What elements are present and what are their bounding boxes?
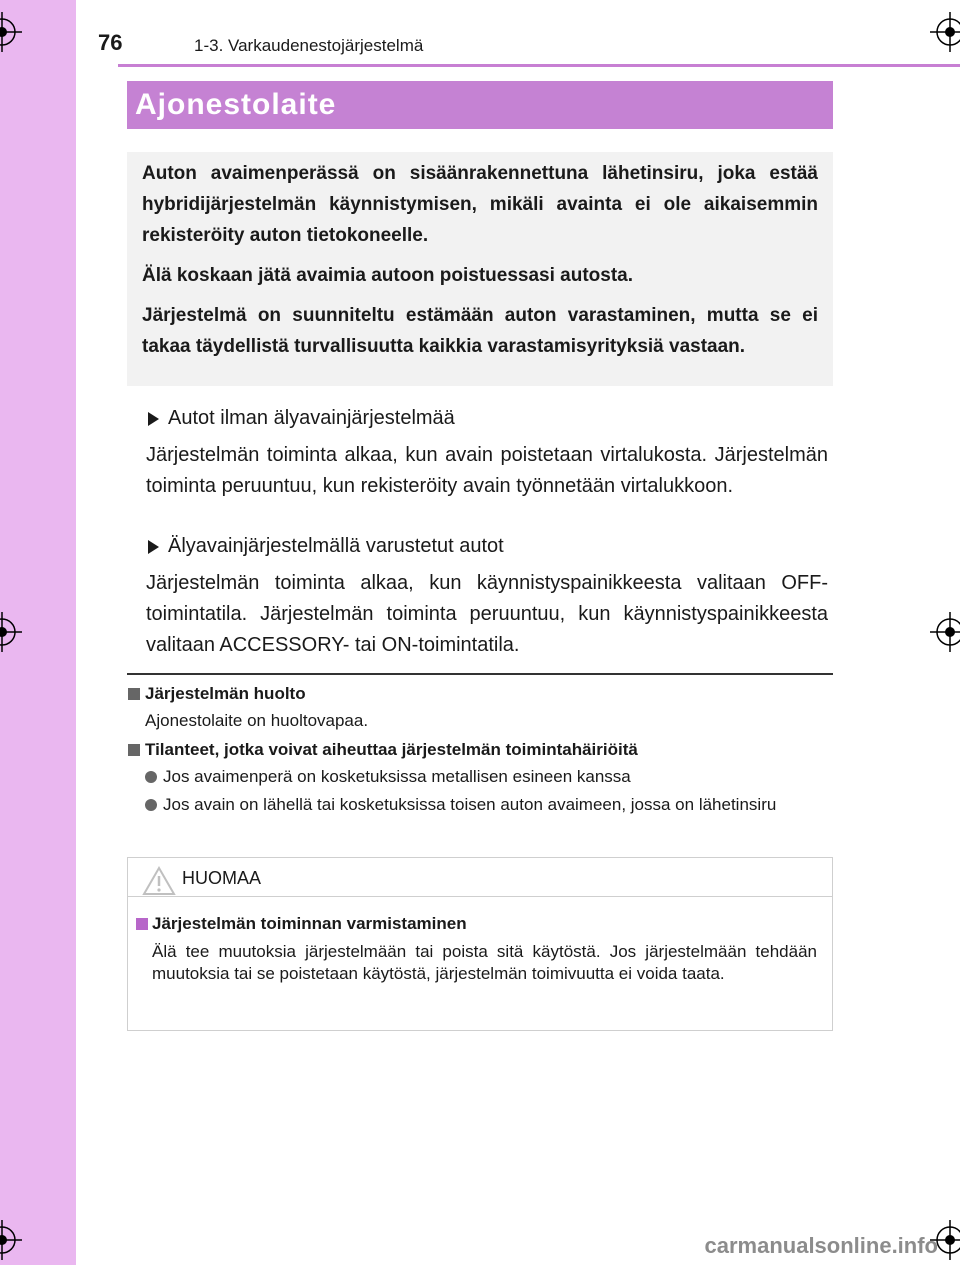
caution-heading <box>136 913 817 935</box>
caution-box <box>127 857 833 1031</box>
subsection-text: Järjestelmän toiminta alkaa, kun käynnistyspainikkeesta valitaan OFF-toimintatila. Järjestelmän toiminta peruuntuu, kun käynnistyspainikkeesta valitaan ACCESSORY- tai ON-toimintatila. <box>146 572 828 656</box>
section-title-bar <box>127 81 833 129</box>
subsection-heading-text: Älyavainjärjestelmällä varustetut autot <box>168 535 504 557</box>
subsection-heading <box>146 405 828 431</box>
square-bullet-icon <box>128 744 140 756</box>
list-item <box>127 793 833 817</box>
subsection-smart-key <box>146 533 828 661</box>
section-divider <box>127 673 833 675</box>
subsection-heading-text: Autot ilman älyavainjärjestelmää <box>168 407 455 429</box>
note-text: Ajonestolaite on huoltovapaa. <box>145 711 369 730</box>
note-heading-text: Tilanteet, jotka voivat aiheuttaa järjestelmän toimintahäiriöitä <box>145 740 638 759</box>
subsection-no-smart-key <box>146 405 828 502</box>
info-paragraph: Järjestelmä on suunniteltu estämään auton varastaminen, mutta se ei takaa täydellistä turvallisuutta kaikkia varastamisyrityksiä vastaan. <box>142 305 818 357</box>
watermark: carmanualsonline.info <box>704 1233 938 1258</box>
caution-header <box>128 858 832 897</box>
caution-text: Älä tee muutoksia järjestelmään tai poista sitä käytöstä. Jos järjestelmään tehdään muutoksia tai se poistetaan käytöstä, järjestelmän toimivuutta ei voida taata. <box>152 942 817 983</box>
page-number: 76 <box>98 30 123 55</box>
chapter-title: 1-3. Varkaudenestojärjestelmä <box>194 36 424 55</box>
list-item-text: Jos avain on lähellä tai kosketuksissa toisen auton avaimeen, jossa on lähetinsiru <box>163 795 777 814</box>
square-bullet-icon <box>128 688 140 700</box>
registration-mark-icon <box>930 12 960 52</box>
list-item <box>127 765 833 789</box>
caution-heading-text: Järjestelmän toiminnan varmistaminen <box>152 914 467 933</box>
note-heading <box>127 683 833 705</box>
header-rule <box>118 64 960 67</box>
note-malfunction <box>127 739 833 817</box>
square-bullet-icon <box>136 918 148 930</box>
list-item-text: Jos avaimenperä on kosketuksissa metallisen esineen kanssa <box>163 767 631 786</box>
triangle-bullet-icon <box>148 540 159 554</box>
round-bullet-icon <box>145 799 157 811</box>
page-header <box>76 24 960 68</box>
subsection-heading <box>146 533 828 559</box>
subsection-text: Järjestelmän toiminta alkaa, kun avain poistetaan virtalukosta. Järjestelmän toiminta peruuntuu, kun rekisteröity avain työnnetään virtalukkoon. <box>146 444 828 497</box>
info-box <box>127 152 833 386</box>
round-bullet-icon <box>145 771 157 783</box>
section-title: Ajonestolaite <box>135 88 337 121</box>
caution-label: HUOMAA <box>182 868 262 888</box>
triangle-bullet-icon <box>148 412 159 426</box>
caution-body <box>128 897 832 985</box>
registration-mark-icon <box>0 612 22 652</box>
registration-mark-icon <box>0 12 22 52</box>
note-heading-text: Järjestelmän huolto <box>145 684 306 703</box>
registration-mark-icon <box>930 612 960 652</box>
info-paragraph: Älä koskaan jätä avaimia autoon poistuessasi autosta. <box>142 265 634 286</box>
note-maintenance <box>127 683 833 733</box>
info-paragraph: Auton avaimenperässä on sisäänrakennettuna lähetinsiru, joka estää hybridijärjestelmän käynnistymisen, mikäli avainta ei ole aikaisemmin rekisteröity auton tietokoneelle. <box>142 163 818 246</box>
registration-mark-icon <box>0 1220 22 1260</box>
warning-triangle-icon <box>142 866 176 896</box>
note-heading <box>127 739 833 761</box>
